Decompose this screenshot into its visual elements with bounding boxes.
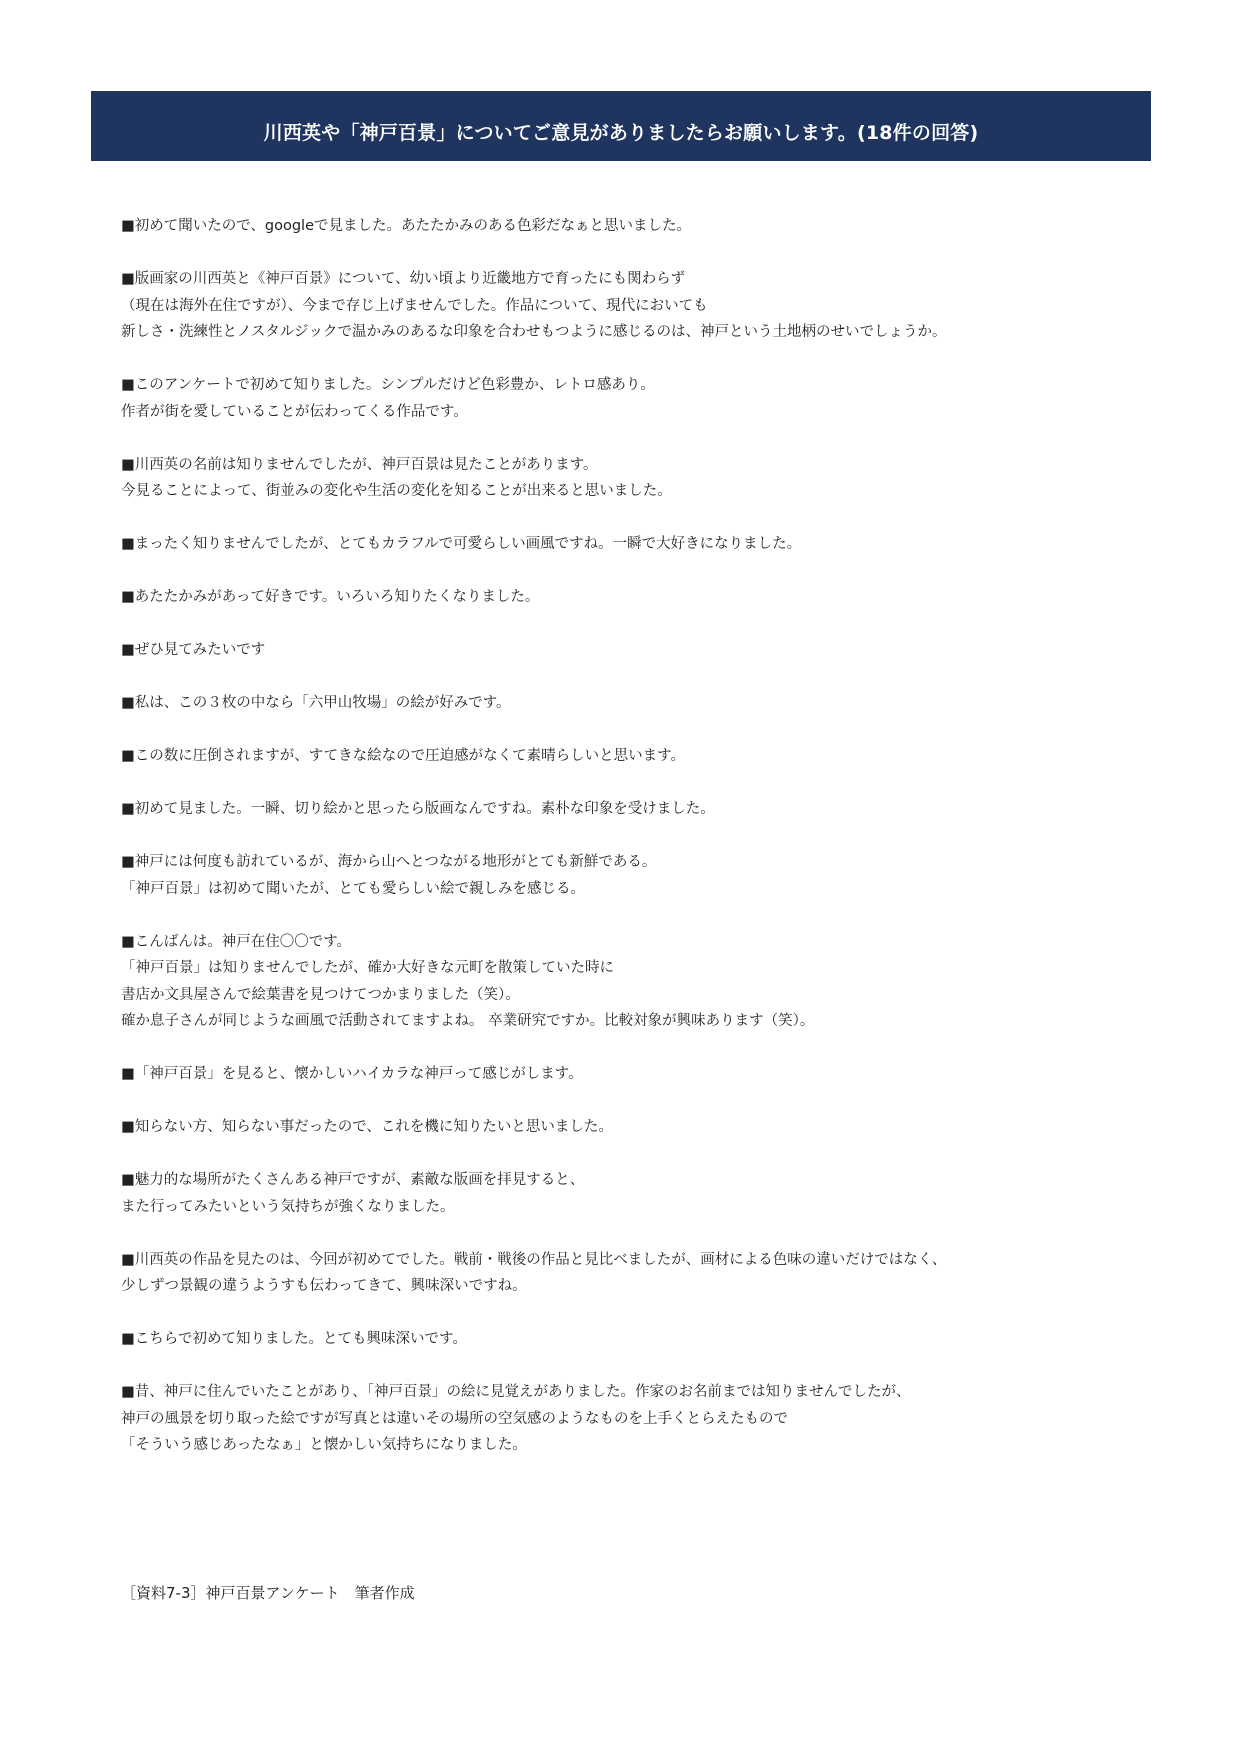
- response-item: [121, 584, 1141, 611]
- response-item: [121, 743, 1141, 770]
- response-item: [121, 1061, 1141, 1088]
- response-item: [121, 1114, 1141, 1141]
- response-line: ■このアンケートで初めて知りました。シンプルだけど色彩豊か、レトロ感あり。: [121, 377, 655, 393]
- response-list: [121, 213, 1141, 1485]
- response-line: また行ってみたいという気持ちが強くなりました。: [121, 1198, 455, 1215]
- response-line: 確か息子さんが同じような画風で活動されてますよね。 卒業研究ですか。比較対象が興味あります（笑）。: [121, 1013, 815, 1029]
- page-title: 川西英や「神戸百景」についてご意見がありましたらお願いします。(18件の回答): [263, 121, 979, 144]
- response-item: [121, 452, 1141, 505]
- response-line: 「そういう感じあったなぁ」と懐かしい気持ちになりました。: [121, 1437, 527, 1453]
- response-item: [121, 690, 1141, 717]
- response-item: [121, 372, 1141, 425]
- response-item: [121, 1326, 1141, 1353]
- response-line: ■「神戸百景」を見ると、懐かしいハイカラな神戸って感じがします。: [121, 1066, 583, 1082]
- response-line: ■神戸には何度も訪れているが、海から山へとつながる地形がとても新鮮である。: [121, 854, 657, 870]
- response-line: ■昔、神戸に住んでいたことがあり、「神戸百景」の絵に見覚えがありました。作家のお名前までは知りませんでしたが、: [121, 1384, 911, 1400]
- response-line: （現在は海外在住ですが）、今まで存じ上げませんでした。作品について、現代においても: [121, 297, 708, 314]
- response-line: ■版画家の川西英と《神戸百景》について、幼い頃より近畿地方で育ったにも関わらず: [121, 271, 686, 287]
- response-line: ■初めて聞いたので、googleで見ました。あたたかみのある色彩だなぁと思いました。: [121, 218, 692, 234]
- figure-caption: ［資料7-3］神戸百景アンケート 筆者作成: [121, 1584, 415, 1602]
- response-item: [121, 213, 1141, 240]
- response-line: ■まったく知りませんでしたが、とてもカラフルで可愛らしい画風ですね。一瞬で大好きになりました。: [121, 536, 802, 552]
- response-item: [121, 796, 1141, 823]
- response-line: ■川西英の作品を見たのは、今回が初めてでした。戦前・戦後の作品と見比べましたが、画材による色味の違いだけではなく、: [121, 1251, 947, 1268]
- response-line: ■魅力的な場所がたくさんある神戸ですが、素敵な版画を拝見すると、: [121, 1172, 585, 1188]
- header-bar: [91, 91, 1151, 161]
- response-line: 今見ることによって、街並みの変化や生活の変化を知ることが出来ると思いました。: [121, 483, 672, 499]
- response-item: [121, 1167, 1141, 1220]
- response-item: [121, 637, 1141, 664]
- response-item: [121, 1379, 1141, 1459]
- response-line: 新しさ・洗練性とノスタルジックで温かみのあるな印象を合わせもつように感じるのは、神戸という土地柄のせいでしょうか。: [121, 324, 947, 340]
- response-line: ■初めて見ました。一瞬、切り絵かと思ったら版画なんですね。素朴な印象を受けました。: [121, 801, 715, 817]
- response-item: [121, 531, 1141, 558]
- response-line: ■知らない方、知らない事だったので、これを機に知りたいと思いました。: [121, 1119, 613, 1135]
- response-line: ■私は、この３枚の中なら「六甲山牧場」の絵が好みです。: [121, 695, 511, 711]
- response-line: 少しずつ景観の違うようすも伝わってきて、興味深いですね。: [121, 1278, 527, 1294]
- response-item: [121, 1247, 1141, 1300]
- response-item: [121, 266, 1141, 346]
- response-line: ■ぜひ見てみたいです: [121, 642, 266, 658]
- response-line: ■あたたかみがあって好きです。いろいろ知りたくなりました。: [121, 589, 540, 605]
- response-line: 作者が街を愛していることが伝わってくる作品です。: [121, 403, 468, 420]
- response-line: 神戸の風景を切り取った絵ですが写真とは違いその場所の空気感のようなものを上手くとらえたもので: [121, 1410, 788, 1427]
- response-line: 書店か文具屋さんで絵葉書を見つけてつかまりました（笑）。: [121, 986, 520, 1003]
- response-line: ■こんばんは。神戸在住〇〇です。: [121, 933, 352, 950]
- response-line: 「神戸百景」は初めて聞いたが、とても愛らしい絵で親しみを感じる。: [121, 880, 585, 897]
- response-item: [121, 929, 1141, 1035]
- response-line: 「神戸百景」は知りませんでしたが、確か大好きな元町を散策していた時に: [121, 960, 614, 976]
- response-item: [121, 849, 1141, 902]
- response-line: ■こちらで初めて知りました。とても興味深いです。: [121, 1331, 467, 1347]
- response-line: ■川西英の名前は知りませんでしたが、神戸百景は見たことがあります。: [121, 456, 598, 473]
- response-line: ■この数に圧倒されますが、すてきな絵なので圧迫感がなくて素晴らしいと思います。: [121, 748, 685, 764]
